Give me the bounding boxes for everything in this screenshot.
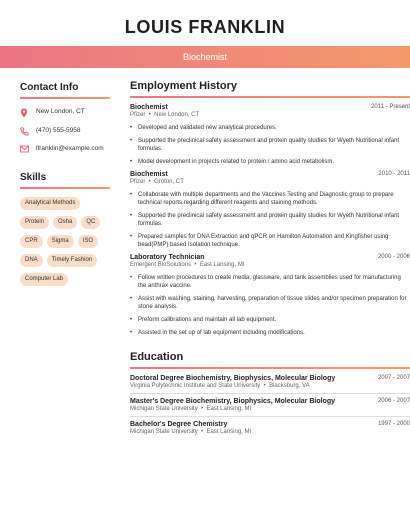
phone-icon — [20, 127, 30, 136]
job-bullet: • Supported the preclinical safety assessment and protein quality studies for Wyeth Nutritional infant formulas. — [130, 137, 410, 153]
job-dates: 2000 - 2006 — [377, 254, 410, 260]
job-dates: 2010 - 2011 — [378, 171, 410, 177]
job-bullet: • Preform calibrations and maintain all lab equipment. — [130, 316, 410, 324]
contact-email — [20, 145, 110, 154]
skills-divider — [20, 187, 110, 189]
resume-name: LOUIS FRANKLIN — [124, 17, 286, 37]
job-bullet: • Developed and validated new analytical procedures. — [130, 124, 410, 132]
skill-tag: Protein — [20, 216, 49, 229]
job-title: Laboratory Technician — [130, 254, 205, 261]
skill-tag: CPR — [20, 235, 43, 248]
education-divider — [130, 367, 410, 369]
job-company: Pfizer • New London, CT — [130, 112, 200, 118]
education-section — [130, 351, 410, 439]
job-bullet: • Assist with washing, staining, harvesting, preparation of tissue slides and/or specimen preparation for stone analysis. — [130, 295, 410, 311]
left-column — [20, 82, 110, 286]
skill-tag: QC — [81, 216, 100, 229]
job-bullet: • Follow written procedures to create media, glassware, and tank assemblies used for manufacturing the anthrax vaccine. — [130, 274, 410, 290]
contact-divider — [20, 97, 110, 99]
map-pin-icon — [20, 108, 30, 118]
skills-heading: Skills — [20, 171, 47, 183]
job-dates: 2011 - Present — [371, 104, 410, 110]
job-bullet: • Prepared samples for DNA Extraction and qPCR on Hamilton Automation and Kingfisher using bead(PMP) based Isolation technique. — [130, 233, 410, 249]
school-name: Virginia Polytechnic Institute and State University • Blacksburg, VA — [130, 383, 310, 389]
right-column — [130, 80, 410, 443]
education-dates: 2006 - 2007 — [377, 398, 410, 404]
job-title: Biochemist — [130, 171, 168, 178]
skill-tag: ISO — [78, 235, 98, 248]
employment-heading: Employment History — [130, 80, 237, 92]
education-entry — [130, 375, 410, 394]
education-heading: Education — [130, 351, 184, 363]
job-bullet: • Assisted in the set up of lab equipment including modifications. — [130, 329, 410, 337]
skills-section — [20, 172, 110, 286]
job-bullet: • Supported the preclinical safety assessment and protein quality studies for Wyeth Nutritional infant formulas. — [130, 212, 410, 228]
education-dates: 2007 - 2007 — [377, 375, 410, 381]
contact-phone-text: (470) 555-5958 — [36, 127, 81, 134]
job-entry — [130, 104, 410, 166]
skill-tag: Sigma — [47, 235, 74, 248]
job-title-banner: Biochemist — [0, 46, 410, 68]
degree-title: Bachelor's Degree Chemistry — [130, 421, 228, 428]
job-bullet: • Model development in projects related to protein / amino acid metabolism. — [130, 158, 410, 166]
job-bullets — [130, 274, 410, 337]
skill-tag: Timely Fashion — [47, 254, 97, 267]
job-entry — [130, 171, 410, 249]
education-entry — [130, 421, 410, 439]
school-name: Michigan State University • East Lansing, MI — [130, 406, 252, 412]
contact-location-text: New London, CT — [36, 108, 85, 115]
contact-phone — [20, 127, 110, 136]
skill-tag: DNA — [20, 254, 43, 267]
employment-divider — [130, 96, 410, 98]
contact-email-text[interactable]: lfranklin@example.com — [36, 145, 104, 152]
skills-list — [20, 197, 110, 286]
school-name: Michigan State University • East Lansing, MI — [130, 429, 252, 435]
contact-heading: Contact Info — [20, 82, 79, 93]
job-company: Pfizer • Groton, CT — [130, 179, 184, 185]
envelope-icon — [20, 145, 30, 153]
education-dates: 1997 - 2000 — [377, 421, 410, 427]
degree-title: Doctoral Degree Biochemistry, Biophysics, Molecular Biology — [130, 375, 336, 382]
job-company: Emergent BioSolutions • East Lansing, MI — [130, 262, 245, 268]
job-bullet: • Collaborate with multiple departments and the Vaccines Testing and Diagnostic group to prepare technical reports regarding different reagents and staining methods. — [130, 191, 410, 207]
job-bullets — [130, 124, 410, 166]
skill-tag: Computer Lab — [20, 273, 68, 286]
skill-tag: Osha — [53, 216, 77, 229]
contact-location — [20, 108, 110, 118]
education-entry — [130, 398, 410, 417]
degree-title: Master's Degree Biochemistry, Biophysics, Molecular Biology — [130, 398, 335, 405]
job-title: Biochemist — [130, 104, 168, 111]
job-bullets — [130, 191, 410, 249]
job-entry — [130, 254, 410, 337]
skill-tag: Analytical Methods — [20, 197, 80, 210]
